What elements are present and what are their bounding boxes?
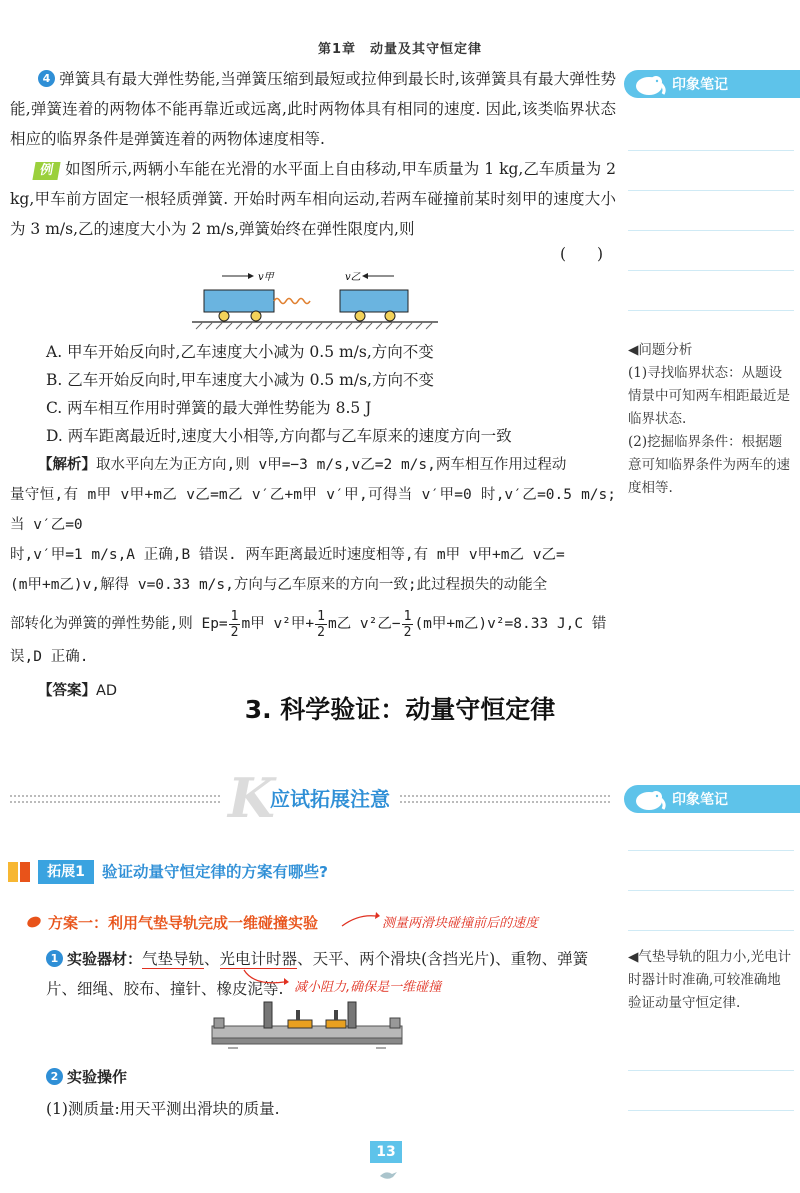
v-jia-label: v甲 bbox=[258, 272, 274, 283]
wheel bbox=[219, 311, 229, 321]
carts-figure bbox=[190, 262, 440, 332]
note-label-2: 印象笔记 bbox=[672, 792, 728, 808]
annotation-arrow bbox=[340, 910, 380, 930]
bird-icon bbox=[378, 1168, 398, 1185]
annotation-arrow-2 bbox=[240, 968, 290, 990]
fraction-half: $\frac{1}{2}$ bbox=[403, 608, 412, 640]
dotted-divider bbox=[400, 795, 610, 797]
problem-analysis bbox=[628, 339, 794, 500]
solution-line-4: (m甲+m乙)v,解得 v=0.33 m/s,方向与乙车原来的方向一致;此过程损失的动能全 bbox=[10, 577, 548, 593]
handwritten-note-1: 测量两滑块碰撞前后的速度 bbox=[382, 916, 539, 931]
note-line bbox=[628, 310, 794, 311]
example-paragraph bbox=[10, 154, 616, 244]
dotted-divider bbox=[10, 795, 220, 797]
velocity-jia-arrow bbox=[222, 273, 254, 279]
banner-title: 应试拓展注意 bbox=[270, 787, 390, 811]
wheel bbox=[251, 311, 261, 321]
example-tag: 例 bbox=[32, 162, 60, 180]
option-a: A. 甲车开始反向时,乙车速度大小减为 0.5 m/s,方向不变 bbox=[46, 343, 434, 361]
solution-line-1: 取水平向左为正方向,则 v甲=−3 m/s,v乙=2 m/s,两车相互作用过程动 bbox=[96, 457, 567, 473]
cart-jia bbox=[204, 290, 274, 312]
chapter-title: 第1章 动量及其守恒定律 bbox=[317, 42, 483, 57]
equipment-rest: 、天平、两个滑块(含挡光片)、重物、弹簧片、细绳、胶布、撞针、橡皮泥等. bbox=[46, 950, 589, 998]
operation-step-1: (1)测质量:用天平测出滑块的质量. bbox=[46, 1100, 280, 1118]
analysis-title: ◀问题分析 bbox=[628, 342, 693, 358]
solution-line-2: 量守恒,有 m甲 v甲+m乙 v乙=m乙 v′乙+m甲 v′甲,可得当 v′甲=0 时,v′乙=0.5 m/s;当 v′乙=0 bbox=[10, 487, 616, 533]
answer-value: AD bbox=[96, 683, 118, 699]
note-line bbox=[628, 1070, 794, 1071]
energy-term-2: m乙 v²乙− bbox=[327, 616, 401, 632]
note-label: 印象笔记 bbox=[672, 77, 728, 93]
fraction-half: $\frac{1}{2}$ bbox=[230, 608, 239, 640]
note-line bbox=[628, 150, 794, 151]
dotted-divider bbox=[400, 801, 610, 803]
book-icon bbox=[8, 860, 34, 884]
note-header bbox=[624, 70, 800, 98]
equipment-sep: 、 bbox=[204, 950, 220, 968]
number-badge: 2 bbox=[46, 1068, 63, 1085]
equipment-airtrack: 气垫导轨 bbox=[142, 950, 205, 968]
energy-text: 部转化为弹簧的弹性势能,则 Ep= bbox=[10, 616, 228, 632]
tuozhan-label: 拓展1 bbox=[38, 860, 94, 884]
note-line bbox=[628, 230, 794, 231]
answer-bracket: ( ) bbox=[560, 245, 604, 263]
solution-block bbox=[10, 450, 616, 706]
dotted-divider bbox=[10, 801, 220, 803]
note-line bbox=[628, 850, 794, 851]
equipment-heading: 实验器材： bbox=[67, 950, 143, 968]
solution-line-6: 误,D 正确. bbox=[10, 649, 89, 665]
note-line bbox=[628, 190, 794, 191]
energy-term-1: m甲 v²甲+ bbox=[241, 616, 315, 632]
tuozhan-question: 验证动量守恒定律的方案有哪些? bbox=[102, 863, 328, 881]
answer-label: 【答案】 bbox=[38, 683, 96, 699]
spring bbox=[274, 299, 310, 304]
section-title: 3. 科学验证：动量守恒定律 bbox=[244, 695, 556, 724]
page-number: 13 bbox=[370, 1141, 402, 1163]
analysis-point-2: (2)挖掘临界条件：根据题意可知临界条件为两车的速度相等. bbox=[628, 434, 790, 496]
option-b: B. 乙车开始反向时,甲车速度大小减为 0.5 m/s,方向不变 bbox=[46, 371, 434, 389]
operation-heading bbox=[46, 1066, 127, 1087]
equipment-paragraph bbox=[46, 944, 616, 1004]
solution-label: 【解析】 bbox=[38, 457, 96, 473]
energy-term-3: (m甲+m乙)v²=8.33 J,C 错 bbox=[414, 616, 607, 632]
operation-title: 实验操作 bbox=[67, 1068, 128, 1086]
paragraph-4 bbox=[10, 64, 616, 154]
elephant-icon bbox=[630, 786, 668, 812]
example-text: 如图所示,两辆小车能在光滑的水平面上自由移动,甲车质量为 1 kg,乙车质量为 2 kg,甲车前方固定一根轻质弹簧. 开始时两车相向运动,若两车碰撞前某时刻甲的速度大小为 3 m/s,乙的速度大小为 2 m/s,弹簧始终在弹性限度内,则 bbox=[10, 160, 616, 238]
note-line bbox=[628, 890, 794, 891]
equipment-timer: 光电计时器 bbox=[219, 950, 298, 968]
note-line bbox=[628, 930, 794, 931]
option-d: D. 两车距离最近时,速度大小相等,方向都与乙车原来的速度方向一致 bbox=[46, 427, 512, 445]
wheel bbox=[355, 311, 365, 321]
ground-hatch bbox=[196, 323, 432, 329]
note-line bbox=[628, 270, 794, 271]
note-line bbox=[628, 1110, 794, 1111]
scheme-1-title: 方案一：利用气垫导轨完成一维碰撞实验 bbox=[48, 914, 319, 932]
v-yi-label: v乙 bbox=[345, 272, 361, 283]
solution-line-3: 时,v′甲=1 m/s,A 正确,B 错误. 两车距离最近时速度相等,有 m甲 v甲+m乙 v乙= bbox=[10, 547, 565, 563]
cart-yi bbox=[340, 290, 408, 312]
velocity-yi-arrow bbox=[362, 273, 394, 279]
handwritten-note-2: 减小阻力,确保是一维碰撞 bbox=[294, 980, 442, 995]
number-badge: 4 bbox=[38, 70, 55, 87]
option-c: C. 两车相互作用时弹簧的最大弹性势能为 8.5 J bbox=[46, 399, 372, 417]
elephant-icon bbox=[630, 71, 668, 97]
analysis-point-1: (1)寻找临界状态：从题设情景中可知两车相距最近是临界状态. bbox=[628, 365, 790, 427]
note-header-2 bbox=[624, 785, 800, 813]
leaf-icon bbox=[26, 914, 42, 933]
k-logo: K bbox=[228, 766, 275, 830]
airtrack-note: ◀气垫导轨的阻力小,光电计时器计时准确,可较准确地验证动量守恒定律. bbox=[628, 949, 792, 1011]
wheel bbox=[385, 311, 395, 321]
air-track-figure bbox=[208, 998, 408, 1058]
fraction-half: $\frac{1}{2}$ bbox=[317, 608, 325, 640]
paragraph-4-text: 弹簧具有最大弹性势能,当弹簧压缩到最短或拉伸到最长时,该弹簧具有最大弹性势能,弹簧连着的两物体不能再靠近或远离,此时两物体具有相同的速度. 因此,该类临界状态相应的临界条件是弹簧连着的两物体速度相等. bbox=[10, 70, 616, 148]
number-badge: 1 bbox=[46, 950, 63, 967]
solution-line-5 bbox=[10, 606, 616, 642]
